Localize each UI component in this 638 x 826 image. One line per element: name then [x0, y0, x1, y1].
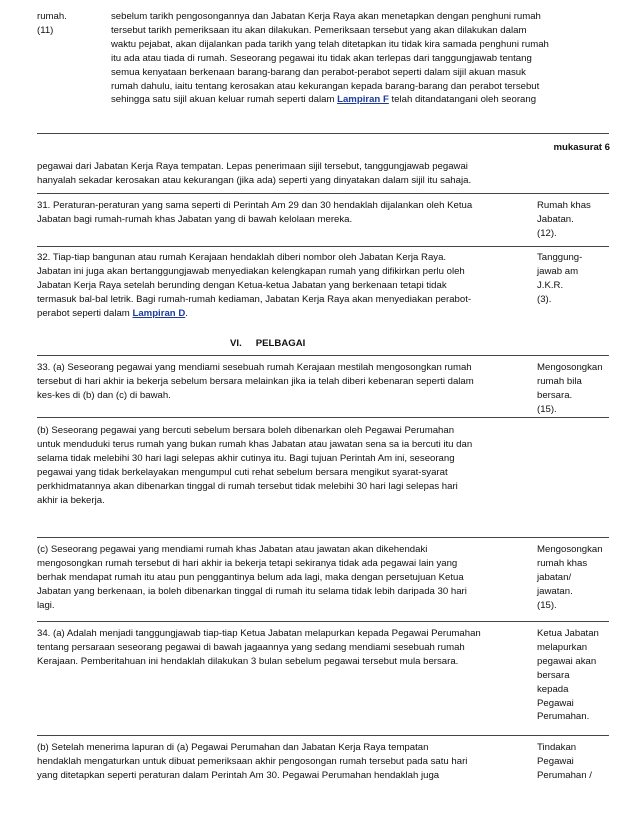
- paragraph-33a: 33. (a) Seseorang pegawai yang mendiami sesebuah rumah Kerajaan mestilah mengosongkan rumah tersebut di hari akhir ia bekerja sebelum bersara melainkan jika ia telah diberi kebenaran seperti dalam kes-kes di (b) dan (c) di bawah.: [37, 362, 474, 401]
- paragraph-31: 31. Peraturan-peraturan yang sama seperti di Perintah Am 29 dan 30 hendaklah dijalankan oleh Ketua Jabatan bagi rumah-rumah khas Jabatan yang di bawah kelolaan mereka.: [37, 200, 473, 225]
- page-divider: [37, 133, 609, 134]
- margin-note-34a: Ketua Jabatan melapurkan pegawai akan bersara kepada Pegawai Perumahan.: [537, 628, 599, 723]
- paragraph-34a: 34. (a) Adalah menjadi tanggungjawab tiap-tiap Ketua Jabatan melapurkan kepada Pegawai Perumahan tentang persaraan seseorang pegawai di bawah jagaannya yang sedang mendiami sesebuah rumah Kerajaan. Pemberitahuan ini hendaklah dilakukan 3 bulan sebelum pegawai tersebut mula bersara.: [37, 628, 481, 667]
- divider-4: [37, 417, 609, 418]
- top-label-ref: (11): [37, 25, 54, 36]
- paragraph-33b: (b) Seseorang pegawai yang bercuti sebelum bersara boleh dibenarkan oleh Pegawai Perumahan untuk menduduki terus rumah yang bukan rumah khas Jabatan atau jawatan sena sa ia bercuti itu dan selama tidak melebihi 30 hari lagi selepas akhir cutinya itu. Bagi tujuan Perintah Am ini, seseorang pegawai yang tidak berkelayakan mengumpul cuti rehat sebelum bersara mengikut syarat-syarat perkhidmatannya akan dibenarkan tinggal di rumah tersebut tidak melebihi 30 hari lagi selepas hari akhir ia bekerja.: [37, 425, 473, 506]
- section-number: VI.: [230, 338, 242, 349]
- margin-note-33c: Mengosongkan rumah khas jabatan/ jawatan. (15).: [537, 544, 603, 611]
- divider-1: [37, 193, 609, 194]
- paragraph-33c: (c) Seseorang pegawai yang mendiami rumah khas Jabatan atau jawatan akan dikehendaki mengosongkan rumah tersebut di hari akhir ia bekerja tetapi sekiranya tidak ada pegawai lain yang berhak mendapat rumah itu atau pun penggantinya belum ada lagi, maka dengan persetujuan Ketua Jabatan yang berkenaan, ia boleh dibenarkan tinggal di rumah itu selama tidak lebih daripada 30 hari lagi.: [37, 544, 467, 611]
- margin-note-34b: Tindakan Pegawai Perumahan /: [537, 742, 592, 781]
- top-label-rumah: rumah.: [37, 11, 67, 22]
- page-number-label: mukasurat 6: [553, 142, 610, 153]
- top-text-after-link: telah ditandatangani oleh seorang: [388, 94, 537, 106]
- top-text-before-link: sebelum tarikh pengosongannya dan Jabatan Kerja Raya akan menetapkan dengan penghuni rumah tersebut tarikh pemeriksaan itu akan dilakukan. Pemeriksaan tersebut yang akan dilakukan dalam waktu pejabat, akan dijalankan pada tarikh yang telah ditetapkan itu tidak kira samada penghuni rumah itu ada atau tiada di rumah. Seseorang pegawai itu tidak akan terlepas dari tanggungjawab tentang semua kenyataan berkenaan barang-barang dan perabot-perabot seperti dalam sijil akuan masuk rumah dahulu, iaitu tentang kerosakan atau kekurangan kepada barang-barang dan perabot tersebut sehingga satu sijil akuan keluar rumah seperti dalam: [111, 11, 549, 106]
- paragraph-34b: (b) Setelah menerima lapuran di (a) Pegawai Perumahan dan Jabatan Kerja Raya tempatan hendaklah mengaturkan untuk dibuat pemeriksaan akhir pengosongan rumah tersebut pada satu hari yang ditetapkan seperti peraturan dalam Perintah Am 30. Pegawai Perumahan hendaklah juga: [37, 742, 468, 781]
- margin-note-31: Rumah khas Jabatan. (12).: [537, 200, 591, 239]
- para32-text-before-link: 32. Tiap-tiap bangunan atau rumah Kerajaan hendaklah diberi nombor oleh Jabatan Kerja Raya. Jabatan ini juga akan bertanggungjawab menyediakan kelengkapan rumah yang difikirkan perlu oleh Jabatan Kerja Raya setelah berunding dengan Ketua-ketua Jabatan yang berkenaan tetapi tidak termasuk bal-bal letrik. Bagi rumah-rumah kediaman, Jabatan Kerja Raya akan menyediakan perabot- perabot seperti dalam: [37, 252, 472, 319]
- lampiran-f-link[interactable]: Lampiran F: [337, 94, 389, 106]
- top-paragraph: [111, 10, 611, 107]
- divider-3: [37, 355, 609, 356]
- divider-7: [37, 735, 609, 736]
- divider-6: [37, 621, 609, 622]
- divider-2: [37, 246, 609, 247]
- section-heading: [230, 337, 305, 351]
- section-title: PELBAGAI: [255, 338, 306, 349]
- lampiran-d-link[interactable]: Lampiran D: [132, 307, 186, 319]
- divider-5: [37, 537, 609, 538]
- para32-text-after-link: .: [185, 307, 188, 319]
- intro-paragraph: pegawai dari Jabatan Kerja Raya tempatan. Lepas penerimaan sijil tersebut, tanggungjawab pegawai hanyalah sekadar kerosakan atau kekurangan (jika ada) seperti yang dinyatakan dalam sijil itu sahaja.: [37, 161, 472, 186]
- paragraph-32: [37, 251, 527, 321]
- margin-note-32: Tanggung- jawab am J.K.R. (3).: [537, 252, 583, 305]
- margin-note-33a: Mengosongkan rumah bila bersara. (15).: [537, 362, 603, 415]
